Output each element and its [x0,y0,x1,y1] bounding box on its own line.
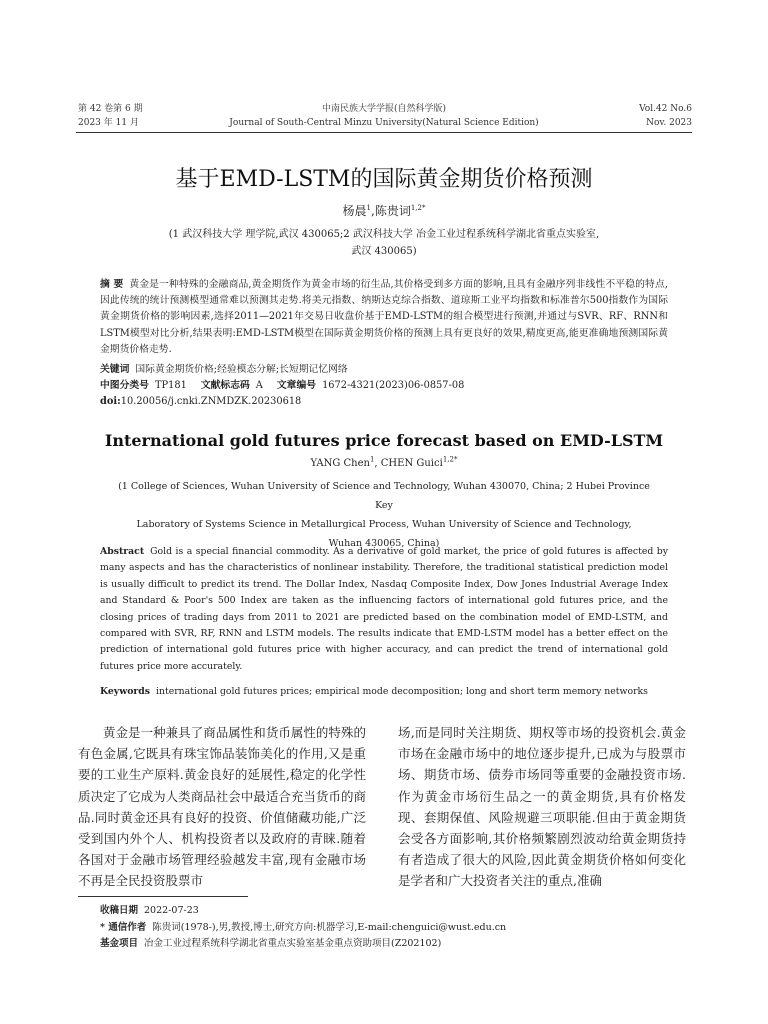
authors-en [60,456,708,472]
doi-label: doi: [100,396,121,408]
received-date [100,903,690,920]
paper-title-cn: 基于EMD-LSTM的国际黄金期货价格预测 [175,167,593,192]
abstract-text-en: Gold is a special financial commodity. As a derivative of gold market, the price of gold futures is affected by many aspects and has the characteristics of nonlinear instability. Therefore, the traditional statistical prediction model is usually difficult to predict its trend. The Dollar Index, Nasdaq Composite Index, Dow Jones Industrial Average Index and Standard & Poor's 500 Index are taken as the influencing factors of international gold futures price, and the closing prices of trading days from 2011 to 2021 are predicted based on the combination model of EMD-LSTM, and compared with SVR, RF, RNN and LSTM models. The results indicate that EMD-LSTM model has a better effect on the prediction of international gold futures price with higher accuracy, and can predict the trend of international gold futures price more accurately. [100,546,668,672]
corresponding-author [100,920,690,937]
author-separator-en: , [374,458,381,469]
abstract-text-cn: 黄金是一种特殊的金融商品,黄金期货作为黄金市场的衍生品,其价格受到多方面的影响,且具有金融序列非线性不平稳的特点,因此传统的统计预测模型通常难以预测其走势.将美元指数、纳斯达克综合指数、道琼斯工业平均指数和标准普尔500指数作为国际黄金期货价格的影响因素,选择2011—2021年交易日收盘价基于EMD-LSTM的组合模型进行预测,并通过与SVR、RF、RNN和LSTM模型对比分析,结果表明:EMD-LSTM模型在国际黄金期货价格的预测上具有更良好的效果,精度更高,能更准确地预测国际黄金期货价格走势. [100,279,668,355]
doi-line [100,394,668,410]
received-label: 收稿日期 [100,905,139,916]
footnote-rule [78,896,248,897]
clc-value: TP181 [154,380,187,392]
article-metadata-cn [100,362,668,411]
funding-label: 基金项目 [100,938,139,949]
abstract-cn [100,277,668,358]
keywords-label-cn: 关键词 [100,364,130,375]
journal-name [220,102,548,130]
paper-title-en: International gold futures price forecast based on EMD-LSTM [104,431,664,450]
affiliation-line-en: (1 College of Sciences, Wuhan University of Science and Technology, Wuhan 430070, China; 2 Hubei Province Key [118,481,650,511]
issue-date-en: Nov. 2023 [646,118,692,128]
author-affil-mark-en: 1 [369,455,375,464]
body-column-left: 黄金是一种兼具了商品属性和货币属性的特殊的有色金属,它既具有珠宝饰品装饰美化的作用,又是重要的工业生产原料.黄金良好的延展性,稳定的化学性质决定了它成为人类商品社会中最适合充当货币的商品.同时黄金还具有良好的投资、价值储藏功能,广泛受到国内外个人、机构投资者以及政府的青睐.随着各国对于金融市场管理经验越发丰富,现有金融市场不再是全民投资股票市 [78,725,366,889]
clc-label: 中图分类号 [100,380,149,392]
author-affil-mark: 1,2* [410,204,426,212]
doc-code-label: 文献标志码 [200,380,250,392]
footnotes [100,903,690,953]
header-rule [76,132,692,133]
journal-name-cn: 中南民族大学学报(自然科学版) [321,104,447,114]
affiliation-line-en: Laboratory of Systems Science in Metallurgical Process, Wuhan University of Science and Technology, [136,519,632,530]
journal-issue-info-en [639,102,692,130]
doi-value: 10.20056/j.cnki.ZNMDZK.20230618 [120,396,302,408]
body-column-right: 场,而是同时关注期货、期权等市场的投资机会.黄金市场在金融市场中的地位逐步提升,已成为与股票市场、期货市场、债券市场同等重要的金融投资市场.作为黄金市场衍生品之一的黄金期货,具有价格发现、套期保值、风险规避三项职能.但由于黄金期货会受各方面影响,其价格频繁剧烈波动给黄金期货持有者造成了很大的风险,因此黄金期货价格如何变化是学者和广大投资者关注的重点,准确 [398,725,686,889]
abstract-label-en: Abstract [100,546,145,557]
article-no-label: 文章编号 [276,380,317,392]
received-value: 2022-07-23 [144,905,199,916]
author-name-en: CHEN Guici [380,458,443,469]
issue-date: 2023 年 11 月 [78,118,139,128]
corresponding-label: * 通信作者 [100,921,147,933]
author-separator: , [371,204,375,218]
volume-issue-en: Vol.42 No.6 [639,104,692,114]
authors-cn [60,202,708,220]
volume-issue: 第 42 卷第 6 期 [78,104,143,114]
author-name-en: YANG Chen [310,458,370,469]
keywords-text-en: international gold futures prices; empirical mode decomposition; long and short term memory networks [156,686,648,697]
classification-line [100,378,668,394]
abstract-en [100,544,668,675]
author-affil-mark: 1 [366,204,371,212]
doc-code-value: A [255,380,263,392]
abstract-label-cn: 摘 要 [100,279,124,290]
journal-name-en: Journal of South-Central Minzu University(Natural Science Edition) [229,118,539,128]
article-no-value: 1672-4321(2023)06-0857-08 [322,380,465,392]
affiliation-line: (1 武汉科技大学 理学院,武汉 430065;2 武汉科技大学 冶金工业过程系统科学湖北省重点实验室, [168,229,600,240]
affiliations-en [110,477,658,553]
affiliations-cn [110,226,658,260]
keywords-label-en: Keywords [100,686,151,697]
keywords-en [100,684,668,700]
affiliation-line: 武汉 430065) [351,246,417,257]
funding [100,936,690,953]
journal-issue-info [78,102,143,130]
keywords-cn [100,362,668,378]
keywords-text-cn: 国际黄金期货价格;经验模态分解;长短期记忆网络 [135,364,348,375]
author-name: 陈贵词 [374,204,411,218]
author-name: 杨晨 [342,204,367,218]
funding-value: 冶金工业过程系统科学湖北省重点实验室基金重点资助项目(Z202102) [144,938,442,949]
author-affil-mark-en: 1,2* [442,455,458,464]
corresponding-value: 陈贵词(1978-),男,教授,博士,研究方向:机器学习,E-mail:chenguici@wust.edu.cn [152,921,507,933]
affiliation-line-en: Wuhan 430065, China) [328,538,440,549]
